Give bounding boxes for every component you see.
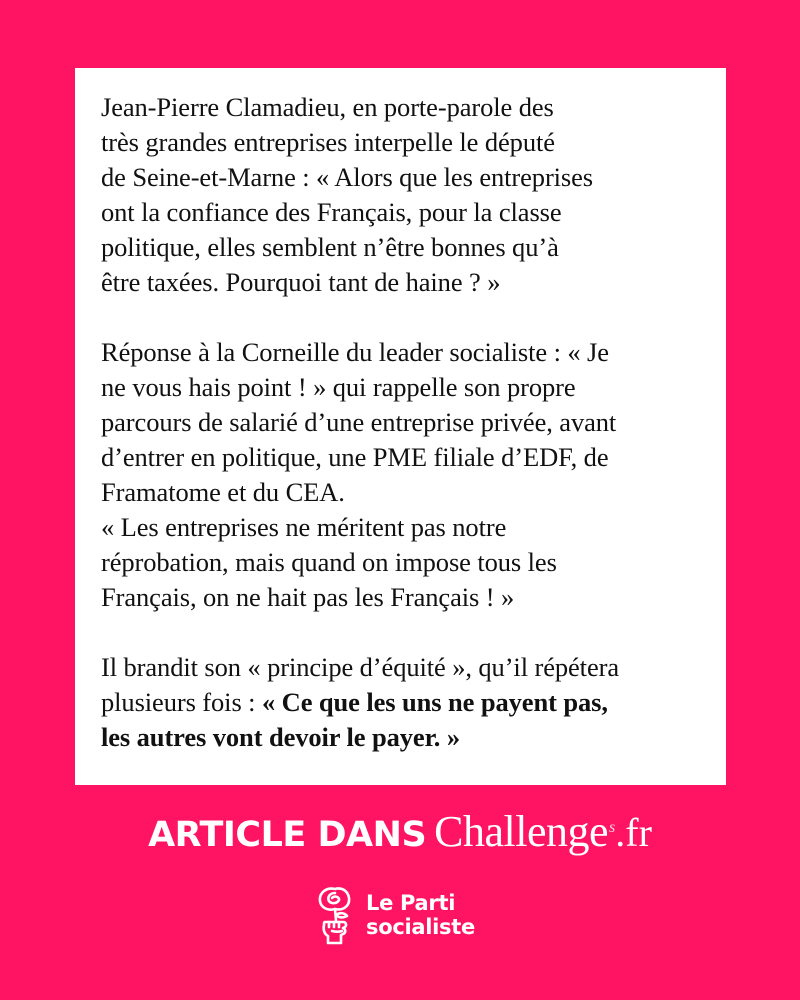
source-logo-name: Challenge [434, 807, 609, 856]
source-credit [0, 806, 800, 857]
source-logo-suffix: s [609, 819, 616, 836]
text-line: ne vous hais point ! » qui rappelle son propre [101, 372, 576, 402]
article-card [75, 68, 726, 785]
paragraph-2 [101, 335, 706, 615]
text-line: réprobation, mais quand on impose tous les [101, 547, 557, 577]
text-line: Il brandit son « principe d’équité », qu’il répétera [101, 652, 619, 682]
fist-and-rose-icon [312, 884, 358, 946]
quote-bold: « Ce que les uns ne payent pas, [261, 687, 608, 717]
party-name-line1: Le Parti [366, 891, 456, 915]
text-line: d’entrer en politique, une PME filiale d’EDF, de [101, 442, 609, 472]
party-logo [312, 884, 475, 946]
text-line: très grandes entreprises interpelle le député [101, 127, 555, 157]
source-prefix: ARTICLE DANS [148, 815, 427, 855]
text-line: Réponse à la Corneille du leader socialiste : « Je [101, 337, 609, 367]
text-line: Français, on ne hait pas les Français ! » [101, 582, 515, 612]
text-line: être taxées. Pourquoi tant de haine ? » [101, 267, 501, 297]
text-line: politique, elles semblent n’être bonnes qu’à [101, 232, 559, 262]
text-line: « Les entreprises ne méritent pas notre [101, 512, 507, 542]
text-line: Jean-Pierre Clamadieu, en porte-parole des [101, 92, 554, 122]
paragraph-1 [101, 90, 706, 300]
text-line [101, 685, 706, 720]
text-fragment: plusieurs fois : [101, 687, 262, 717]
source-logo-tld: .fr [615, 810, 652, 855]
text-line: de Seine-et-Marne : « Alors que les entreprises [101, 162, 594, 192]
text-line: Framatome et du CEA. [101, 477, 345, 507]
paragraph-3 [101, 650, 706, 755]
text-line: ont la confiance des Français, pour la classe [101, 197, 562, 227]
party-name [366, 891, 475, 939]
party-name-line2: socialiste [366, 915, 475, 939]
paragraph-gap [101, 300, 706, 335]
paragraph-gap [101, 615, 706, 650]
quote-bold: les autres vont devoir le payer. » [101, 722, 460, 752]
text-line: parcours de salarié d’une entreprise privée, avant [101, 407, 617, 437]
